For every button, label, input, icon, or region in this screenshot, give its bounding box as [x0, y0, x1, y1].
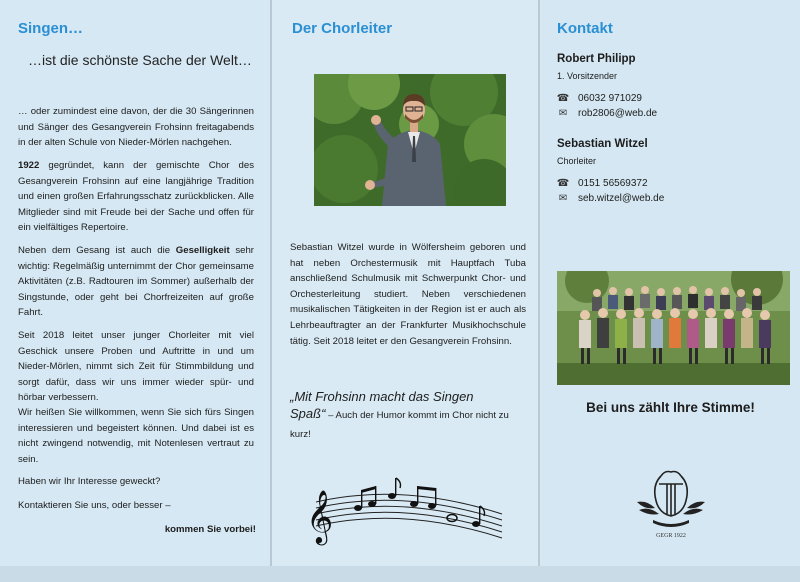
contact-2-phone[interactable]: 0151 56569372: [578, 178, 648, 189]
quote-rest: – Auch der Humor kommt im Chor nicht zu kurz!: [290, 410, 509, 440]
contact-1-email[interactable]: rob2806@web.de: [578, 108, 658, 119]
intro-call-to-action: kommen Sie vorbei!: [164, 524, 256, 535]
svg-text:𝄞: 𝄞: [306, 489, 334, 543]
intro-question: Haben wir Ihr Interesse geweckt?: [18, 476, 161, 487]
fold-line-2: [538, 0, 540, 582]
contact-1-phone[interactable]: 06032 971029: [578, 93, 642, 104]
slogan: Bei uns zählt Ihre Stimme!: [586, 400, 755, 415]
lyre-icon: [633, 466, 709, 540]
conductor-bio: Sebastian Witzel wurde in Wölfersheim geboren und hat neben Orchestermusik mit Hauptfach Tuba anschließend Schulmusik mit Schwerpunkt Chor- und Orchesterleitung studiert. Neben verschiedenen musikalischen Tätigkeiten in der Region ist er auch als Lehrbeauftragter an der Frankfurter Musikhochschule tätig. Seit 2018 leitet er den Gesangverein Frohsinn.: [290, 242, 526, 347]
intro-paragraph-5: Wir heißen Sie willkommen, wenn Sie sich fürs Singen interessieren und begeistert können. Und dabei ist es nicht zwingend notwendig, mit Notenlesen vertraut zu sein.: [18, 407, 254, 465]
intro-title: Singen…: [18, 20, 84, 37]
quote-line-2: Spaß“: [290, 406, 326, 421]
envelope-icon: ✉: [558, 108, 568, 119]
contact-1-role: 1. Vorsitzender: [557, 71, 618, 81]
contact-title: Kontakt: [557, 20, 613, 37]
intro-paragraph-3-text-a: Neben dem Gesang ist auch die: [18, 245, 176, 256]
intro-paragraph-1: … oder zumindest eine davon, der die 30 Sängerinnen und Sänger des Gesangverein Frohsinn freitagabends in der alten Schule von Nieder-Mörlen nachgehen.: [18, 106, 254, 149]
paper-bottom-edge: [0, 566, 800, 582]
treble-clef-icon: [306, 489, 333, 545]
intro-subtitle: …ist die schönste Sache der Welt…: [28, 52, 252, 68]
contact-2-email-row: [557, 193, 664, 204]
intro-paragraph-2: [18, 158, 254, 236]
contact-2-role: Chorleiter: [557, 156, 597, 166]
intro-paragraph-3-text-b: sehr wichtig: Regelmäßig unternimmt der Chor gemeinsame Aktivitäten (z.B. Radtouren im Sommer) außerhalb der Singstunde, oder geht bei Chorfreizeiten auf große Fahrt.: [18, 245, 254, 319]
panel-conductor: [272, 0, 538, 582]
contact-1-phone-row: [557, 93, 642, 104]
contact-2-email[interactable]: seb.witzel@web.de: [578, 193, 665, 204]
geselligkeit-highlight: Geselligkeit: [175, 245, 230, 256]
conductor-quote: [290, 388, 526, 443]
contact-2-name: Sebastian Witzel: [557, 138, 648, 150]
panel-intro: [0, 0, 270, 582]
contact-2-phone-row: [557, 178, 648, 189]
intro-contact-line: Kontaktieren Sie uns, oder besser –: [18, 500, 171, 511]
phone-icon: ☎: [556, 93, 570, 104]
choir-group-photo: [557, 271, 790, 385]
intro-paragraph-3: [18, 243, 254, 321]
contact-1-name: Robert Philipp: [557, 53, 636, 65]
intro-paragraph-2-text: gegründet, kann der gemischte Chor des Gesangverein Frohsinn auf eine langjährige Tradition und einen großen Erfahrungsschatz zurückblicken. Alle Mitglieder sind mit Freude bei der Sache und offen für ein vielfältiges Repertoire.: [18, 160, 254, 234]
intro-paragraph-4: Seit 2018 leitet unser junger Chorleiter mit viel Geschick unsere Proben und Auftritte in und um Nieder-Mörlen, nimmt sich Zeit für Stimmbildung und sorgt dafür, dass wir uns immer wieder spür- und hörbar verbessern.: [18, 330, 254, 404]
fold-line-1: [270, 0, 272, 582]
emblem-text: GEGR 1922: [656, 533, 686, 539]
contact-1-email-row: [557, 108, 657, 119]
envelope-icon: ✉: [558, 193, 568, 204]
conductor-title: Der Chorleiter: [292, 20, 393, 37]
founding-year: 1922: [18, 160, 40, 171]
conductor-photo: [314, 74, 506, 206]
phone-icon: ☎: [556, 178, 570, 189]
music-notes-graphic: [302, 468, 512, 548]
quote-line-1: „Mit Frohsinn macht das Singen: [290, 389, 474, 404]
panel-contact: [541, 0, 800, 582]
